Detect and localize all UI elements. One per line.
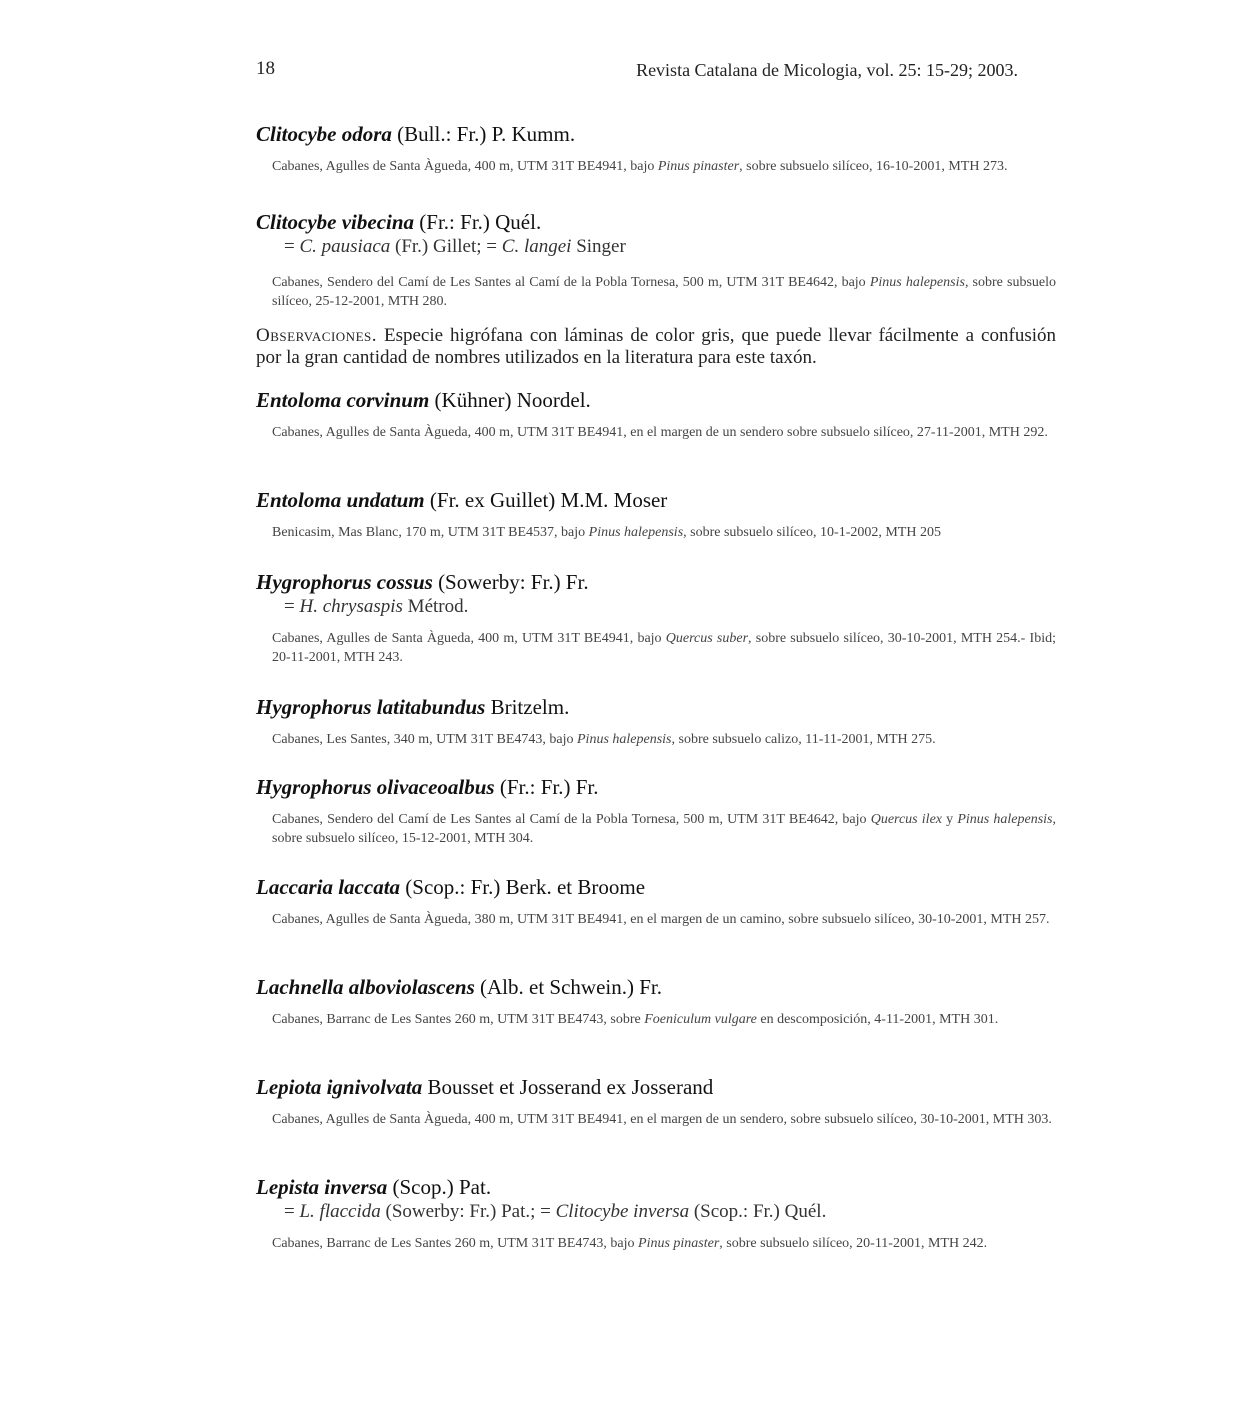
text-run: = [284, 236, 300, 257]
taxon-author: (Fr.: Fr.) Fr. [494, 775, 599, 799]
italic-text: Foeniculum vulgare [644, 1012, 757, 1027]
species-entry [256, 570, 1056, 667]
taxon-name: Lepiota ignivolvata [256, 1075, 423, 1099]
text-run: Cabanes, Barranc de Les Santes 260 m, UTM 31T BE4743, sobre [272, 1012, 645, 1027]
taxon-author: (Scop.) Pat. [387, 1175, 492, 1199]
italic-text: Quercus suber [665, 631, 749, 646]
synonym-line [256, 1200, 1056, 1224]
taxon-author: (Alb. et Schwein.) Fr. [474, 975, 662, 999]
italic-text: Quercus ilex [870, 812, 942, 827]
taxon-heading [256, 1075, 1056, 1100]
taxon-name: Lachnella alboviolascens [256, 975, 475, 999]
text-run: Cabanes, Les Santes, 340 m, UTM 31T BE4743, bajo [272, 732, 577, 747]
text-run: , sobre subsuelo silíceo, 30-10-2001, MTH 254.- Ibid; 20-11-2001, MTH 243. [272, 631, 1056, 665]
collection-record [256, 273, 1056, 311]
collection-record [256, 629, 1056, 667]
taxon-heading [256, 695, 1056, 720]
italic-text: H. chrysaspis [299, 596, 403, 617]
taxon-author: Bousset et Josserand ex Josserand [422, 1075, 714, 1099]
taxon-heading [256, 488, 1056, 513]
taxon-name: Clitocybe vibecina [256, 210, 415, 234]
text-run: , sobre subsuelo silíceo, 20-11-2001, MTH 242. [719, 1236, 988, 1251]
text-run: Cabanes, Agulles de Santa Àgueda, 400 m, UTM 31T BE4941, bajo [272, 631, 666, 646]
italic-text: Pinus pinaster [638, 1236, 720, 1251]
text-run: Cabanes, Agulles de Santa Àgueda, 400 m, UTM 31T BE4941, en el margen de un sendero, sobre subsuelo silíceo, 30-10-2001, MTH 303. [272, 1112, 1052, 1127]
taxon-heading [256, 775, 1056, 800]
running-head: Revista Catalana de Micologia, vol. 25: 15-29; 2003. [636, 60, 1018, 80]
taxon-name: Hygrophorus cossus [256, 570, 433, 594]
species-entry [256, 775, 1056, 848]
text-run: Cabanes, Sendero del Camí de Les Santes al Camí de la Pobla Tornesa, 500 m, UTM 31T BE4642, bajo [272, 275, 870, 290]
synonym-line [256, 595, 1056, 619]
synonym-line [256, 235, 1056, 259]
italic-text: Pinus halepensis [577, 732, 672, 747]
collection-record [256, 1234, 1056, 1253]
text-run: Cabanes, Agulles de Santa Àgueda, 380 m, UTM 31T BE4941, en el margen de un camino, sobre subsuelo silíceo, 30-10-2001, MTH 257. [272, 912, 1050, 927]
italic-text: Pinus pinaster [657, 159, 740, 174]
observations-paragraph [256, 325, 1056, 369]
taxon-author: Britzelm. [485, 695, 570, 719]
text-run: en descomposición, 4-11-2001, MTH 301. [756, 1012, 999, 1027]
italic-text: Pinus halepensis [869, 275, 965, 290]
text-run: Singer [571, 236, 626, 257]
text-run: Cabanes, Agulles de Santa Àgueda, 400 m, UTM 31T BE4941, en el margen de un sendero sobre subsuelo silíceo, 27-11-2001, MTH 292. [272, 425, 1048, 440]
italic-text: L. flaccida [299, 1201, 381, 1222]
taxon-name: Entoloma corvinum [256, 388, 430, 412]
species-entry [256, 695, 1056, 749]
species-entry [256, 122, 1056, 176]
collection-record [256, 423, 1056, 442]
taxon-heading [256, 975, 1056, 1000]
taxon-heading [256, 122, 1056, 147]
text-run: Cabanes, Sendero del Camí de Les Santes al Camí de la Pobla Tornesa, 500 m, UTM 31T BE4642, bajo [272, 812, 871, 827]
page-number: 18 [256, 58, 275, 79]
text-run: y [942, 812, 958, 827]
taxon-author: (Kühner) Noordel. [429, 388, 591, 412]
taxon-name: Clitocybe odora [256, 122, 392, 146]
species-entry [256, 1075, 1056, 1129]
species-entry [256, 488, 1056, 542]
text-run: Benicasim, Mas Blanc, 170 m, UTM 31T BE4537, bajo [272, 525, 589, 540]
text-run: , sobre subsuelo silíceo, 15-12-2001, MTH 304. [272, 812, 1057, 846]
text-run: Cabanes, Agulles de Santa Àgueda, 400 m, UTM 31T BE4941, bajo [272, 159, 658, 174]
species-entry [256, 1175, 1056, 1253]
collection-record [256, 1110, 1056, 1129]
text-run: , sobre subsuelo silíceo, 10-1-2002, MTH 205 [683, 525, 941, 540]
taxon-name: Hygrophorus olivaceoalbus [256, 775, 495, 799]
text-run: Métrod. [402, 596, 469, 617]
taxon-heading [256, 210, 1056, 235]
collection-record [256, 730, 1056, 749]
species-entry [256, 210, 1056, 369]
italic-text: C. langei [501, 236, 572, 257]
collection-record [256, 1010, 1056, 1029]
collection-record [256, 523, 1056, 542]
taxon-name: Entoloma undatum [256, 488, 425, 512]
text-run: = [284, 1201, 300, 1222]
species-entry [256, 975, 1056, 1029]
italic-text: Pinus halepensis [588, 525, 684, 540]
text-run: = [284, 596, 300, 617]
taxon-name: Laccaria laccata [256, 875, 401, 899]
collection-record [256, 810, 1056, 848]
text-run: (Fr.) Gillet; = [390, 236, 502, 257]
taxon-author: (Scop.: Fr.) Berk. et Broome [400, 875, 646, 899]
taxon-author: (Sowerby: Fr.) Fr. [432, 570, 589, 594]
text-run: , sobre subsuelo calizo, 11-11-2001, MTH 275. [671, 732, 936, 747]
observations-label: Observaciones. [256, 325, 377, 346]
taxon-heading [256, 1175, 1056, 1200]
taxon-heading [256, 388, 1056, 413]
taxon-author: (Fr. ex Guillet) M.M. Moser [424, 488, 668, 512]
italic-text: C. pausiaca [299, 236, 391, 257]
text-run: , sobre subsuelo silíceo, 25-12-2001, MTH 280. [272, 275, 1057, 309]
text-run: , sobre subsuelo silíceo, 16-10-2001, MTH 273. [739, 159, 1008, 174]
species-entry [256, 388, 1056, 442]
text-run: Cabanes, Barranc de Les Santes 260 m, UTM 31T BE4743, bajo [272, 1236, 639, 1251]
observations-text: Especie higrófana con láminas de color gris, que puede llevar fácilmente a confusión por la gran cantidad de nombres utilizados en la literatura para este taxón. [256, 325, 1056, 368]
collection-record [256, 157, 1056, 176]
taxon-author: (Bull.: Fr.) P. Kumm. [391, 122, 576, 146]
taxon-heading [256, 875, 1056, 900]
taxon-heading [256, 570, 1056, 595]
taxon-author: (Fr.: Fr.) Quél. [414, 210, 542, 234]
collection-record [256, 910, 1056, 929]
italic-text: Clitocybe inversa [555, 1201, 690, 1222]
taxon-name: Hygrophorus latitabundus [256, 695, 486, 719]
species-entry [256, 875, 1056, 929]
text-run: (Sowerby: Fr.) Pat.; = [380, 1201, 556, 1222]
italic-text: Pinus halepensis [957, 812, 1053, 827]
text-run: (Scop.: Fr.) Quél. [689, 1201, 827, 1222]
taxon-name: Lepista inversa [256, 1175, 388, 1199]
